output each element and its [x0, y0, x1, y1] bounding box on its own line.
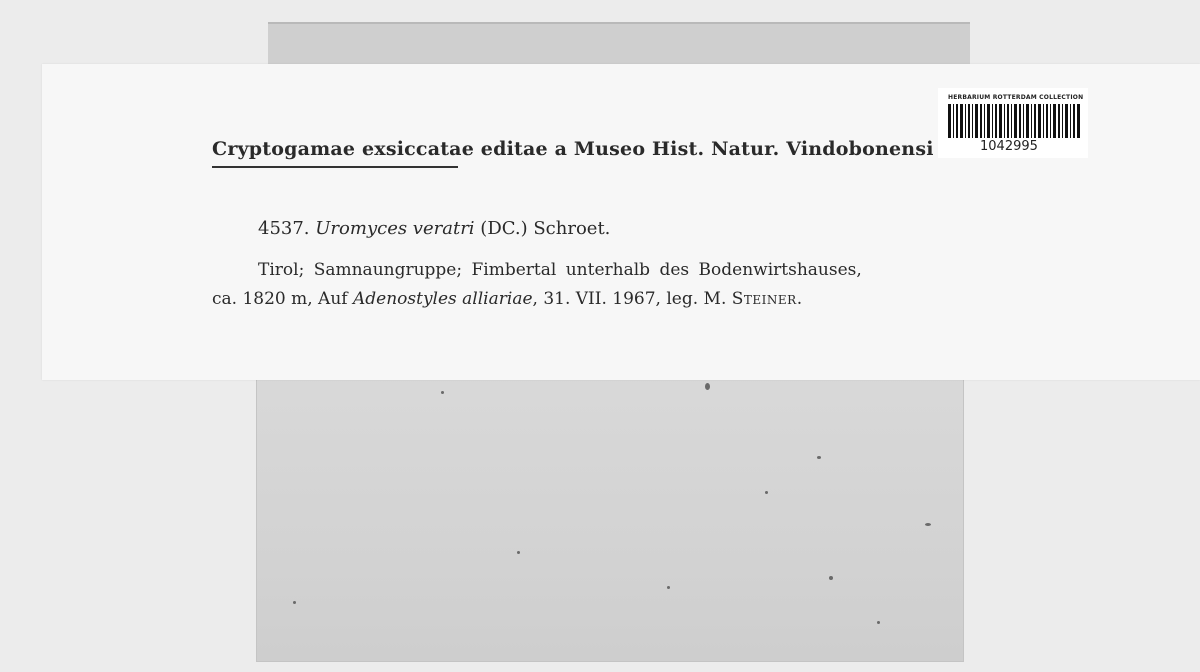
taxon-author: (DC.) Schroet. [480, 218, 611, 239]
specimen-speck [817, 456, 821, 459]
specimen-speck [877, 621, 880, 624]
specimen-speck [517, 551, 520, 554]
specimen-speck [293, 601, 296, 604]
specimen-speck [829, 576, 833, 580]
specimen-speck [705, 383, 710, 390]
specimen-speck [925, 523, 931, 526]
barcode-caption: HERBARIUM ROTTERDAM COLLECTION [948, 94, 1084, 101]
barcode-number: 1042995 [980, 139, 1038, 154]
specimen-speck [441, 391, 444, 394]
series-title-underline [212, 166, 458, 168]
herbarium-label [42, 64, 1200, 380]
collection-date: , 31. VII. 1967, leg. M. [532, 289, 732, 309]
specimen-packet [256, 360, 964, 662]
locality-line-2 [212, 289, 803, 309]
taxon-name: Uromyces veratri [315, 218, 475, 239]
barcode-label [938, 88, 1088, 158]
locality-altitude: ca. 1820 m, Auf [212, 289, 353, 309]
taxon-line [258, 218, 610, 239]
barcode-icon [948, 104, 1080, 138]
taxon-number: 4537. [258, 218, 310, 239]
locality-line-1: Tirol; Samnaungruppe; Fimbertal unterhalb des Bodenwirtshauses, [258, 260, 862, 280]
collector-name: Steiner. [731, 289, 803, 309]
specimen-speck [765, 491, 768, 494]
host-name: Adenostyles alliariae [352, 289, 533, 309]
series-title: Cryptogamae exsiccatae editae a Museo Hist. Natur. Vindobonensi [212, 138, 934, 160]
specimen-speck [667, 586, 670, 589]
